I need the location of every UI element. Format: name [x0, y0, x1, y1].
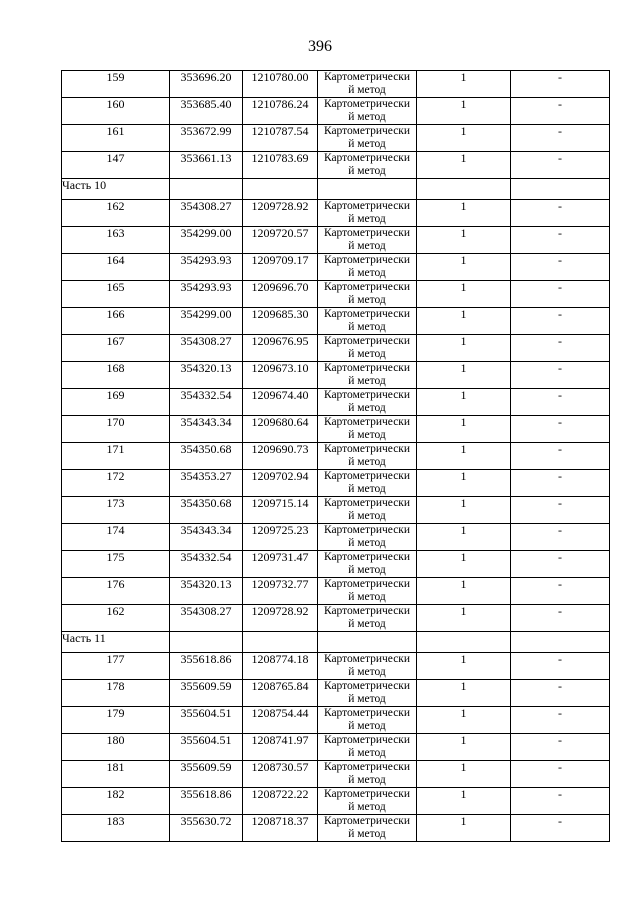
- method-line-1: Картометрически: [323, 761, 411, 773]
- method-cell: [318, 308, 417, 335]
- method-cell: [318, 470, 417, 497]
- point-number: 177: [62, 653, 170, 680]
- note-value: -: [511, 551, 610, 578]
- method-line-2: й метод: [348, 591, 386, 603]
- method-line-2: й метод: [348, 720, 386, 732]
- method-cell: [318, 707, 417, 734]
- page-number: 396: [308, 38, 332, 55]
- method-cell: [318, 761, 417, 788]
- table-row: [62, 653, 610, 680]
- method-line-1: Картометрически: [323, 551, 411, 563]
- point-number: 174: [62, 524, 170, 551]
- method-line-2: й метод: [348, 111, 386, 123]
- accuracy-value: 1: [417, 71, 511, 98]
- method-line-2: й метод: [348, 483, 386, 495]
- coordinate-y: 1210780.00: [243, 71, 318, 98]
- accuracy-value: 1: [417, 707, 511, 734]
- method-line-2: й метод: [348, 828, 386, 840]
- method-line-2: й метод: [348, 138, 386, 150]
- method-line-1: Картометрически: [323, 98, 411, 110]
- part-label: Часть 10: [62, 179, 170, 200]
- table-row: [62, 362, 610, 389]
- method-cell: [318, 680, 417, 707]
- method-line-2: й метод: [348, 747, 386, 759]
- method-line-2: й метод: [348, 213, 386, 225]
- coordinate-x: 354353.27: [170, 470, 243, 497]
- note-value: -: [511, 761, 610, 788]
- method-cell: [318, 125, 417, 152]
- method-cell: [318, 281, 417, 308]
- coordinate-y: 1209715.14: [243, 497, 318, 524]
- coordinate-y: 1209725.23: [243, 524, 318, 551]
- coordinate-x: 354308.27: [170, 335, 243, 362]
- coordinate-x: 355630.72: [170, 815, 243, 842]
- point-number: 167: [62, 335, 170, 362]
- accuracy-value: 1: [417, 470, 511, 497]
- coordinate-x: 354350.68: [170, 443, 243, 470]
- method-line-2: й метод: [348, 537, 386, 549]
- point-number: 170: [62, 416, 170, 443]
- method-line-1: Картометрически: [323, 470, 411, 482]
- method-cell: [318, 653, 417, 680]
- accuracy-value: 1: [417, 653, 511, 680]
- coordinate-x: 354350.68: [170, 497, 243, 524]
- coordinate-x: 354308.27: [170, 605, 243, 632]
- point-number: 180: [62, 734, 170, 761]
- method-line-1: Картометрически: [323, 254, 411, 266]
- coordinate-y: 1208730.57: [243, 761, 318, 788]
- method-line-2: й метод: [348, 618, 386, 630]
- method-line-1: Картометрически: [323, 788, 411, 800]
- note-value: -: [511, 707, 610, 734]
- note-value: -: [511, 308, 610, 335]
- accuracy-value: 1: [417, 497, 511, 524]
- coordinate-x: 354343.34: [170, 524, 243, 551]
- coordinate-x: 355604.51: [170, 734, 243, 761]
- coordinate-y: 1209676.95: [243, 335, 318, 362]
- coordinate-y: 1208722.22: [243, 788, 318, 815]
- accuracy-value: 1: [417, 200, 511, 227]
- method-line-1: Картометрически: [323, 152, 411, 164]
- method-line-1: Картометрически: [323, 200, 411, 212]
- method-line-2: й метод: [348, 84, 386, 96]
- empty-cell: [511, 632, 610, 653]
- note-value: -: [511, 362, 610, 389]
- method-line-1: Картометрически: [323, 389, 411, 401]
- empty-cell: [511, 179, 610, 200]
- part-header-row: [62, 179, 610, 200]
- method-cell: [318, 362, 417, 389]
- method-line-1: Картометрически: [323, 71, 411, 83]
- note-value: -: [511, 227, 610, 254]
- coordinate-x: 354308.27: [170, 200, 243, 227]
- note-value: -: [511, 578, 610, 605]
- table-row: [62, 551, 610, 578]
- empty-cell: [243, 632, 318, 653]
- method-line-2: й метод: [348, 375, 386, 387]
- accuracy-value: 1: [417, 605, 511, 632]
- note-value: -: [511, 125, 610, 152]
- point-number: 163: [62, 227, 170, 254]
- accuracy-value: 1: [417, 362, 511, 389]
- note-value: -: [511, 605, 610, 632]
- coordinate-x: 354299.00: [170, 308, 243, 335]
- point-number: 164: [62, 254, 170, 281]
- accuracy-value: 1: [417, 788, 511, 815]
- method-cell: [318, 734, 417, 761]
- point-number: 168: [62, 362, 170, 389]
- point-number: 172: [62, 470, 170, 497]
- method-line-2: й метод: [348, 294, 386, 306]
- coordinate-x: 355618.86: [170, 788, 243, 815]
- coordinate-x: 354332.54: [170, 389, 243, 416]
- table-row: [62, 71, 610, 98]
- table-row: [62, 281, 610, 308]
- table-row: [62, 815, 610, 842]
- method-line-2: й метод: [348, 429, 386, 441]
- point-number: 169: [62, 389, 170, 416]
- coordinates-table: [61, 70, 610, 842]
- table-row: [62, 680, 610, 707]
- accuracy-value: 1: [417, 815, 511, 842]
- note-value: -: [511, 443, 610, 470]
- table-row: [62, 761, 610, 788]
- method-line-2: й метод: [348, 321, 386, 333]
- note-value: -: [511, 98, 610, 125]
- note-value: -: [511, 815, 610, 842]
- point-number: 162: [62, 200, 170, 227]
- method-line-1: Картометрически: [323, 335, 411, 347]
- method-line-2: й метод: [348, 564, 386, 576]
- note-value: -: [511, 524, 610, 551]
- table-row: [62, 416, 610, 443]
- accuracy-value: 1: [417, 443, 511, 470]
- table-row: [62, 335, 610, 362]
- point-number: 171: [62, 443, 170, 470]
- part-label: Часть 11: [62, 632, 170, 653]
- method-line-2: й метод: [348, 165, 386, 177]
- coordinate-y: 1209720.57: [243, 227, 318, 254]
- note-value: -: [511, 152, 610, 179]
- point-number: 175: [62, 551, 170, 578]
- coordinate-x: 353661.13: [170, 152, 243, 179]
- accuracy-value: 1: [417, 98, 511, 125]
- table-row: [62, 443, 610, 470]
- method-cell: [318, 200, 417, 227]
- point-number: 159: [62, 71, 170, 98]
- coordinate-x: 354320.13: [170, 578, 243, 605]
- table-row: [62, 227, 610, 254]
- note-value: -: [511, 680, 610, 707]
- method-line-2: й метод: [348, 510, 386, 522]
- method-line-1: Картометрически: [323, 578, 411, 590]
- accuracy-value: 1: [417, 416, 511, 443]
- method-line-1: Картометрически: [323, 308, 411, 320]
- note-value: -: [511, 788, 610, 815]
- coordinate-y: 1209732.77: [243, 578, 318, 605]
- coordinate-x: 354293.93: [170, 254, 243, 281]
- method-line-1: Картометрически: [323, 416, 411, 428]
- method-cell: [318, 98, 417, 125]
- point-number: 181: [62, 761, 170, 788]
- point-number: 173: [62, 497, 170, 524]
- accuracy-value: 1: [417, 335, 511, 362]
- point-number: 179: [62, 707, 170, 734]
- method-line-1: Картометрически: [323, 125, 411, 137]
- coordinate-x: 355618.86: [170, 653, 243, 680]
- method-line-2: й метод: [348, 693, 386, 705]
- coordinate-y: 1208718.37: [243, 815, 318, 842]
- method-line-2: й метод: [348, 267, 386, 279]
- point-number: 176: [62, 578, 170, 605]
- accuracy-value: 1: [417, 308, 511, 335]
- method-line-1: Картометрически: [323, 815, 411, 827]
- accuracy-value: 1: [417, 281, 511, 308]
- empty-cell: [170, 632, 243, 653]
- point-number: 166: [62, 308, 170, 335]
- empty-cell: [417, 179, 511, 200]
- coordinate-x: 353685.40: [170, 98, 243, 125]
- coordinate-y: 1208741.97: [243, 734, 318, 761]
- coordinate-x: 354343.34: [170, 416, 243, 443]
- method-cell: [318, 227, 417, 254]
- method-line-1: Картометрически: [323, 680, 411, 692]
- empty-cell: [243, 179, 318, 200]
- coordinate-y: 1208774.18: [243, 653, 318, 680]
- coordinate-y: 1210786.24: [243, 98, 318, 125]
- coordinate-y: 1208754.44: [243, 707, 318, 734]
- method-line-1: Картометрически: [323, 362, 411, 374]
- empty-cell: [417, 632, 511, 653]
- coordinate-x: 353672.99: [170, 125, 243, 152]
- note-value: -: [511, 470, 610, 497]
- method-cell: [318, 551, 417, 578]
- table-row: [62, 470, 610, 497]
- table-row: [62, 152, 610, 179]
- coordinate-x: 354299.00: [170, 227, 243, 254]
- note-value: -: [511, 200, 610, 227]
- point-number: 162: [62, 605, 170, 632]
- table-row: [62, 98, 610, 125]
- coordinates-table-body: [62, 71, 610, 842]
- method-line-2: й метод: [348, 240, 386, 252]
- coordinate-y: 1209685.30: [243, 308, 318, 335]
- note-value: -: [511, 254, 610, 281]
- coordinate-y: 1209673.10: [243, 362, 318, 389]
- method-cell: [318, 152, 417, 179]
- note-value: -: [511, 653, 610, 680]
- accuracy-value: 1: [417, 125, 511, 152]
- accuracy-value: 1: [417, 227, 511, 254]
- accuracy-value: 1: [417, 761, 511, 788]
- method-line-2: й метод: [348, 402, 386, 414]
- coordinate-x: 354293.93: [170, 281, 243, 308]
- table-row: [62, 308, 610, 335]
- table-row: [62, 389, 610, 416]
- method-line-1: Картометрически: [323, 443, 411, 455]
- method-line-1: Картометрически: [323, 227, 411, 239]
- note-value: -: [511, 734, 610, 761]
- method-cell: [318, 254, 417, 281]
- table-row: [62, 605, 610, 632]
- method-line-2: й метод: [348, 456, 386, 468]
- accuracy-value: 1: [417, 152, 511, 179]
- coordinate-y: 1209731.47: [243, 551, 318, 578]
- method-line-1: Картометрически: [323, 653, 411, 665]
- empty-cell: [318, 632, 417, 653]
- point-number: 165: [62, 281, 170, 308]
- method-cell: [318, 389, 417, 416]
- coordinate-y: 1209709.17: [243, 254, 318, 281]
- method-cell: [318, 71, 417, 98]
- coordinate-y: 1209728.92: [243, 200, 318, 227]
- coordinate-y: 1209728.92: [243, 605, 318, 632]
- method-cell: [318, 443, 417, 470]
- coordinate-y: 1210783.69: [243, 152, 318, 179]
- point-number: 161: [62, 125, 170, 152]
- method-line-1: Картометрически: [323, 734, 411, 746]
- coordinate-y: 1208765.84: [243, 680, 318, 707]
- table-row: [62, 707, 610, 734]
- table-row: [62, 125, 610, 152]
- method-line-2: й метод: [348, 348, 386, 360]
- coordinate-x: 355609.59: [170, 761, 243, 788]
- coordinate-x: 355609.59: [170, 680, 243, 707]
- coordinate-y: 1209674.40: [243, 389, 318, 416]
- table-row: [62, 578, 610, 605]
- method-cell: [318, 605, 417, 632]
- method-line-1: Картометрически: [323, 281, 411, 293]
- accuracy-value: 1: [417, 389, 511, 416]
- method-line-1: Картометрически: [323, 605, 411, 617]
- part-header-row: [62, 632, 610, 653]
- table-row: [62, 200, 610, 227]
- method-line-1: Картометрически: [323, 497, 411, 509]
- point-number: 182: [62, 788, 170, 815]
- accuracy-value: 1: [417, 578, 511, 605]
- method-cell: [318, 416, 417, 443]
- table-row: [62, 254, 610, 281]
- note-value: -: [511, 497, 610, 524]
- accuracy-value: 1: [417, 734, 511, 761]
- empty-cell: [318, 179, 417, 200]
- table-row: [62, 524, 610, 551]
- note-value: -: [511, 335, 610, 362]
- method-line-2: й метод: [348, 801, 386, 813]
- point-number: 183: [62, 815, 170, 842]
- coordinate-y: 1210787.54: [243, 125, 318, 152]
- empty-cell: [170, 179, 243, 200]
- coordinate-x: 354332.54: [170, 551, 243, 578]
- table-row: [62, 497, 610, 524]
- coordinate-x: 354320.13: [170, 362, 243, 389]
- note-value: -: [511, 389, 610, 416]
- accuracy-value: 1: [417, 551, 511, 578]
- table-row: [62, 734, 610, 761]
- method-cell: [318, 578, 417, 605]
- method-line-2: й метод: [348, 666, 386, 678]
- coordinate-x: 353696.20: [170, 71, 243, 98]
- coordinate-y: 1209696.70: [243, 281, 318, 308]
- note-value: -: [511, 416, 610, 443]
- accuracy-value: 1: [417, 254, 511, 281]
- coordinate-y: 1209690.73: [243, 443, 318, 470]
- method-cell: [318, 524, 417, 551]
- point-number: 147: [62, 152, 170, 179]
- method-cell: [318, 335, 417, 362]
- method-line-2: й метод: [348, 774, 386, 786]
- note-value: -: [511, 281, 610, 308]
- accuracy-value: 1: [417, 680, 511, 707]
- accuracy-value: 1: [417, 524, 511, 551]
- coordinate-y: 1209680.64: [243, 416, 318, 443]
- method-cell: [318, 788, 417, 815]
- table-row: [62, 788, 610, 815]
- method-line-1: Картометрически: [323, 707, 411, 719]
- note-value: -: [511, 71, 610, 98]
- method-line-1: Картометрически: [323, 524, 411, 536]
- coordinate-x: 355604.51: [170, 707, 243, 734]
- point-number: 178: [62, 680, 170, 707]
- method-cell: [318, 497, 417, 524]
- coordinate-y: 1209702.94: [243, 470, 318, 497]
- method-cell: [318, 815, 417, 842]
- point-number: 160: [62, 98, 170, 125]
